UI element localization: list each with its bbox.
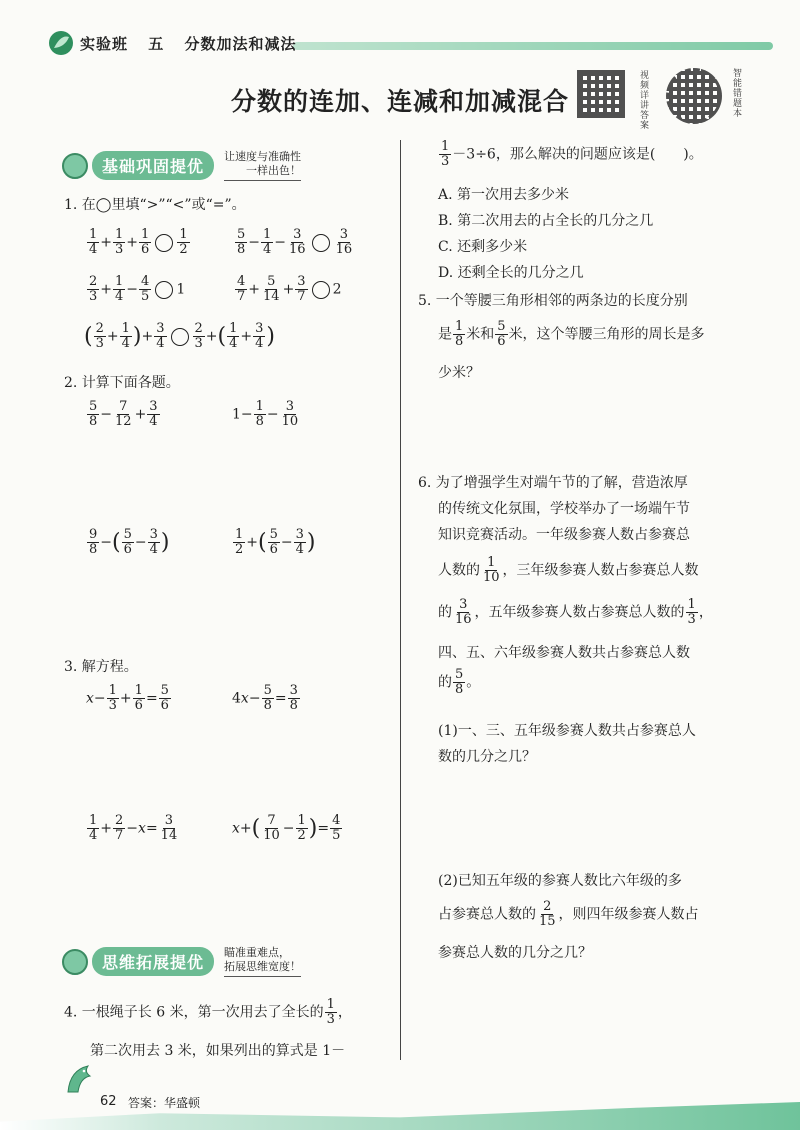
column-divider: [400, 140, 401, 1060]
answer-circle[interactable]: [171, 328, 189, 346]
q4-line-1: 4. 一根绳子长 6 米，第一次用去了全长的 $\frac{1}{3}$ ，: [64, 997, 352, 1027]
q1-expr-2: $\frac{5}{8}$ − $\frac{1}{4}$ − $\frac{3}{16}$ $\frac{3}{16}$: [237, 227, 353, 257]
section-banner-extension: [62, 946, 301, 977]
q6-sub1-line-1: (1)一、三、五年级参赛人数共占参赛总人: [438, 723, 696, 739]
q6-line-7: 的 $\frac{5}{8}$ 。: [438, 667, 481, 697]
q4-continued: $\frac{1}{3}$ －3÷6，那么解决的问题应该是( )。: [441, 139, 703, 169]
q5-line-2: 是 $\frac{1}{8}$ 米和 $\frac{5}{6}$ 米，这个等腰三角形的周长是多: [438, 319, 705, 349]
q4-line-2: 第二次用去 3 米，如果列出的算式是 1－: [90, 1043, 346, 1059]
q1-expr-1: $\frac{1}{4}$ + $\frac{1}{3}$ + $\frac{1}{6}$ $\frac{1}{2}$: [89, 227, 188, 257]
qr-label-mistakes: 智能错题本: [731, 68, 741, 118]
q4-option-d[interactable]: D. 还剩全长的几分之几: [438, 265, 584, 281]
q3-eq-2: 4x− $\frac{5}{8}$ = $\frac{3}{8}$: [232, 683, 298, 713]
q6-sub1-line-2: 数的几分之几？: [438, 749, 536, 765]
q1-expr-4: $\frac{4}{7}$ + $\frac{5}{14}$ + $\frac{3}{7}$ 2: [237, 274, 342, 304]
q6-line-2: 的传统文化氛围，学校举办了一场端午节: [438, 501, 690, 517]
section-slogan: 瞄准重难点， 拓展思维宽度！: [224, 946, 301, 977]
q5-line-1: 5. 一个等腰三角形相邻的两条边的长度分别: [418, 293, 688, 309]
page-number: 62: [100, 1094, 117, 1109]
q5-line-3: 少米？: [438, 365, 480, 381]
dolphin-icon: [64, 1062, 98, 1098]
q3-prompt: 3. 解方程。: [64, 659, 138, 675]
q1-expr-5: ( $\frac{2}{3}$ + $\frac{1}{4}$ )+ $\frac{3}{4}$ $\frac{2}{3}$ +( $\frac{1}{4}$ + $\frac{3}{4}$ ): [84, 321, 275, 351]
leaf-logo-icon: [48, 30, 74, 56]
q1-expr-3: $\frac{2}{3}$ + $\frac{1}{4}$ − $\frac{4}{5}$ 1: [89, 274, 186, 304]
q6-sub2-line-1: (2)已知五年级的参赛人数比六年级的多: [438, 873, 682, 889]
q3-eq-1: x− $\frac{1}{3}$ + $\frac{1}{6}$ = $\frac{5}{6}$: [86, 683, 169, 713]
q6-sub2-line-3: 参赛总人数的几分之几？: [438, 945, 592, 961]
answer-circle[interactable]: [312, 281, 330, 299]
brand: 实验班: [80, 35, 129, 53]
q4-option-a[interactable]: A. 第一次用去多少米: [438, 187, 570, 203]
q2-expr-4: $\frac{1}{2}$ +( $\frac{5}{6}$ − $\frac{3}{4}$ ): [235, 527, 316, 557]
q2-expr-1: $\frac{5}{8}$ − $\frac{7}{12}$ + $\frac{3}{4}$: [89, 399, 158, 429]
answer-circle[interactable]: [155, 234, 173, 252]
header-text: [80, 33, 311, 54]
q3-eq-4: x+( $\frac{7}{10}$ − $\frac{1}{2}$ )= $\frac{4}{5}$: [232, 813, 341, 843]
answer-ref: 答案：华盛顿: [128, 1096, 201, 1110]
qr-code-video[interactable]: [577, 70, 625, 118]
q2-expr-2: 1− $\frac{1}{8}$ − $\frac{3}{10}$: [232, 399, 299, 429]
footer-wave: [0, 1102, 800, 1130]
q2-prompt: 2. 计算下面各题。: [64, 375, 180, 391]
section-banner-basic: [62, 150, 301, 181]
q2-expr-3: $\frac{9}{8}$ −( $\frac{5}{6}$ − $\frac{3}{4}$ ): [89, 527, 170, 557]
answer-circle[interactable]: [155, 281, 173, 299]
section-icon: [62, 153, 88, 179]
section-label: 思维拓展提优: [92, 947, 214, 976]
unit: 五: [148, 35, 165, 53]
q6-line-4: 人数的 $\frac{1}{10}$ ，三年级参赛人数占参赛总人数: [438, 555, 699, 585]
q1-prompt: 1. 在◯里填“>”“<”或“=”。: [64, 197, 246, 213]
q6-line-6: 四、五、六年级参赛人数共占参赛总人数: [438, 645, 690, 661]
chapter: 分数加法和减法: [184, 35, 297, 53]
section-label: 基础巩固提优: [92, 151, 214, 180]
q4-option-c[interactable]: C. 还剩多少米: [438, 239, 528, 255]
qr-code-mistakes[interactable]: [666, 68, 722, 124]
ufo-icon: [62, 949, 88, 975]
q6-sub2-line-2: 占参赛总人数的 $\frac{2}{15}$ ，则四年级参赛人数占: [438, 899, 699, 929]
section-slogan: 让速度与准确性 一样出色！: [224, 150, 301, 181]
answer-circle[interactable]: [312, 234, 330, 252]
q3-eq-3: $\frac{1}{4}$ + $\frac{2}{7}$ −x= $\frac{3}{14}$: [89, 813, 178, 843]
qr-label-video: 视频详讲答案: [638, 70, 648, 130]
q6-line-3: 知识竞赛活动。一年级参赛人数占参赛总: [438, 527, 690, 543]
page-title: 分数的连加、连减和加减混合: [230, 87, 569, 116]
q6-line-1: 6. 为了增强学生对端午节的了解，营造浓厚: [418, 475, 688, 491]
q6-line-5: 的 $\frac{3}{16}$ ，五年级参赛人数占参赛总人数的 $\frac{1}{3}$ ，: [438, 597, 713, 627]
q4-option-b[interactable]: B. 第二次用去的占全长的几分之几: [438, 213, 654, 229]
